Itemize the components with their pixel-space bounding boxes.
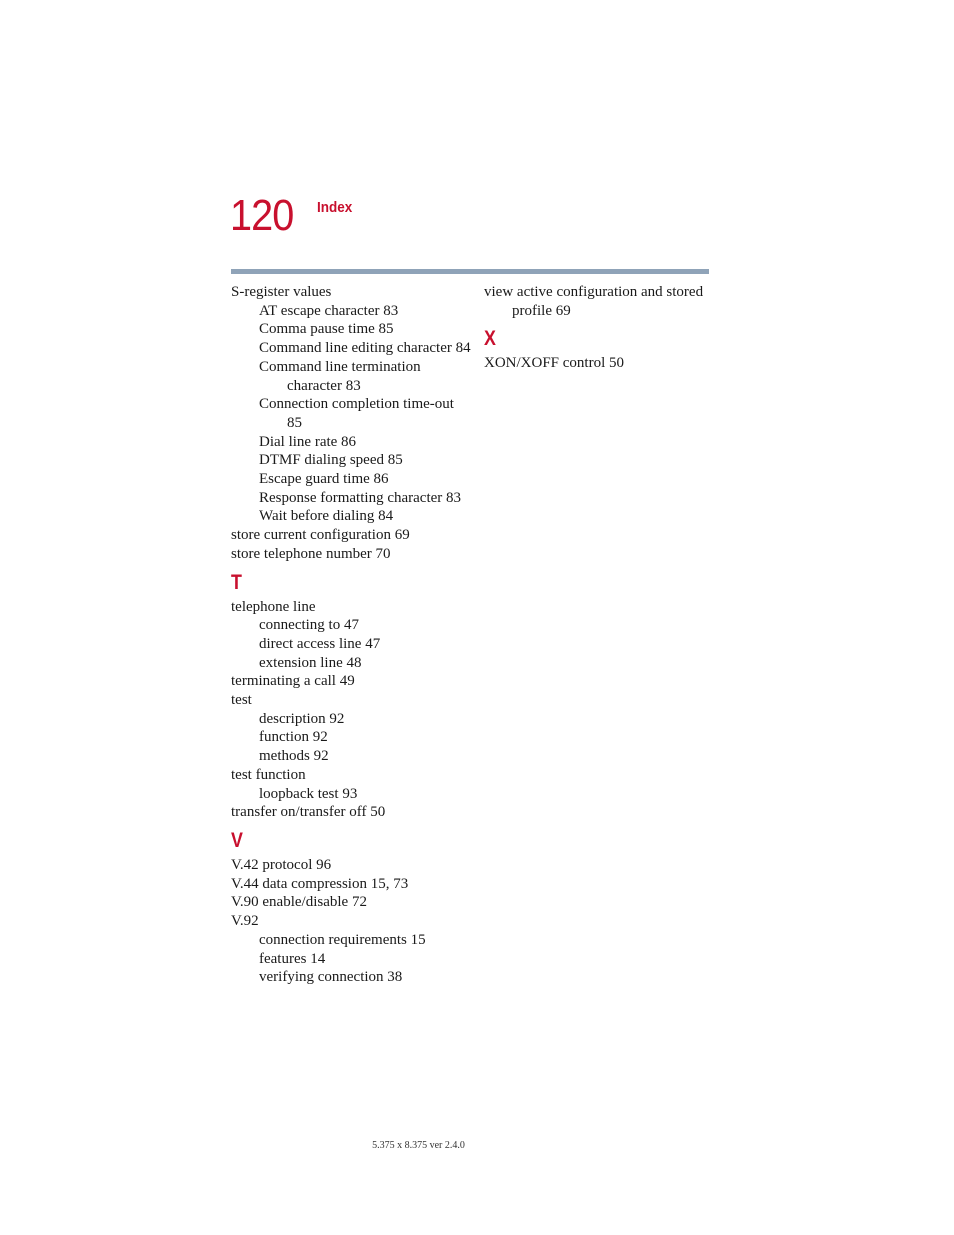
index-entry-test-function[interactable]: test function	[231, 766, 306, 783]
index-subentry[interactable]: Dial line rate 86	[259, 433, 357, 450]
index-subentry[interactable]: extension line 48	[259, 654, 362, 671]
index-subentry[interactable]: Escape guard time 86	[259, 471, 389, 488]
index-subentry[interactable]: Connection completion time-out 85	[259, 396, 454, 431]
index-subentry[interactable]: Wait before dialing 84	[259, 508, 394, 525]
index-entry-v42[interactable]: V.42 protocol 96	[231, 856, 332, 873]
index-subentry[interactable]: Command line termination character 83	[259, 358, 421, 394]
index-letter-heading-x: X	[484, 327, 496, 351]
index-subentry[interactable]: Response formatting character 83	[259, 489, 462, 506]
index-subentry[interactable]: function 92	[259, 729, 328, 746]
index-column-left	[231, 283, 471, 987]
index-entry-s-register[interactable]: S-register values	[231, 284, 332, 300]
index-subentry[interactable]: Command line editing character 84	[259, 340, 471, 357]
index-entry-telephone-line[interactable]: telephone line	[231, 598, 316, 615]
index-subentry[interactable]: features 14	[259, 950, 326, 967]
index-column-right	[484, 283, 709, 373]
index-entry-xon-xoff[interactable]: XON/XOFF control 50	[484, 355, 625, 372]
index-subentry[interactable]: connection requirements 15	[259, 931, 426, 948]
index-letter-heading-v: V	[231, 828, 243, 852]
index-entry-v44[interactable]: V.44 data compression 15, 73	[231, 875, 409, 892]
index-entry-v90[interactable]: V.90 enable/disable 72	[231, 894, 367, 911]
index-subentry[interactable]: DTMF dialing speed 85	[259, 452, 403, 469]
index-entry-terminating[interactable]: terminating a call 49	[231, 673, 355, 690]
index-entry-v92[interactable]: V.92	[231, 913, 259, 930]
index-subentry[interactable]: direct access line 47	[259, 635, 381, 652]
index-subentry[interactable]: verifying connection 38	[259, 969, 403, 986]
index-entry-store-phone[interactable]: store telephone number 70	[231, 545, 391, 562]
footer-version: 5.375 x 8.375 ver 2.4.0	[372, 1140, 465, 1151]
index-subentry[interactable]: AT escape character 83	[259, 302, 399, 319]
page-number: 120	[230, 191, 294, 240]
section-title: Index	[317, 199, 353, 216]
index-entry-store-config[interactable]: store current configuration 69	[231, 527, 410, 544]
index-entry-transfer[interactable]: transfer on/transfer off 50	[231, 804, 386, 821]
index-subentry[interactable]: Comma pause time 85	[259, 321, 394, 338]
header-rule	[231, 269, 709, 274]
index-entry-test[interactable]: test	[231, 692, 252, 709]
index-subentry[interactable]: description 92	[259, 710, 345, 727]
index-letter-heading-t: T	[231, 570, 242, 594]
index-subentry[interactable]: loopback test 93	[259, 785, 358, 802]
index-subentry[interactable]: connecting to 47	[259, 617, 359, 634]
index-subentry[interactable]: methods 92	[259, 748, 329, 765]
index-entry-view-active[interactable]: view active configuration and stored profile 69	[484, 284, 704, 319]
